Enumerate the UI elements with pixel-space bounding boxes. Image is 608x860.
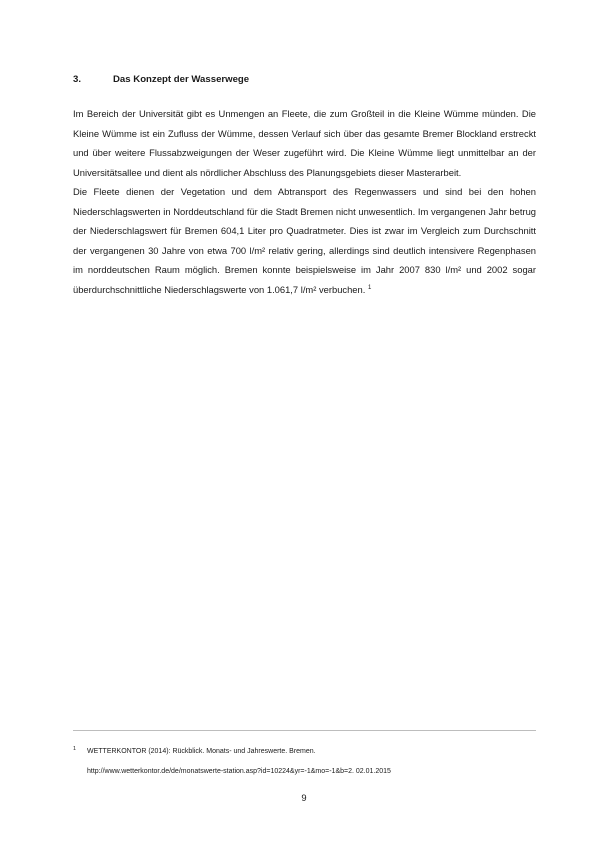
footnote-reference[interactable]: 1 xyxy=(367,284,372,291)
body-text xyxy=(73,104,536,299)
section-title: Das Konzept der Wasserwege xyxy=(113,74,250,85)
section-number: 3. xyxy=(73,74,82,85)
page-number: 9 xyxy=(301,792,307,803)
paragraph-1: Im Bereich der Universität gibt es Unmengen an Fleete, die zum Großteil in die Kleine Wümme münden. Die Kleine Wümme ist ein Zufluss der Wümme, dessen Verlauf sich über das gesamte Bremer Blockland erstreckt und über weitere Flussabzweigungen der Weser zugeführt wird. Die Kleine Wümme liegt unmittelbar an der Universitätsallee und dient als nördlicher Abschluss des Planungsgebiets dieser Masterarbeit. xyxy=(73,108,536,178)
footnote-line-1 xyxy=(73,742,543,762)
footnote-mark: 1 xyxy=(73,746,77,752)
footnote-citation: WETTERKONTOR (2014): Rückblick. Monats- und Jahreswerte. Bremen. xyxy=(87,748,316,755)
footnote-url[interactable]: http://www.wetterkontor.de/de/monatswerte-station.asp?id=10224&yr=-1&mo=-1&b=2. 02.01.2015 xyxy=(87,768,391,775)
section-heading xyxy=(73,73,249,87)
footnote-separator xyxy=(73,730,536,731)
paragraph-2-text: Die Fleete dienen der Vegetation und dem Abtransport des Regenwassers und sind bei den hohen Niederschlagswerten in Norddeutschland für die Stadt Bremen nicht unwesentlich. Im vergangenen Jahr betrug der Niederschlagswert für Bremen 604,1 Liter pro Quadratmeter. Dies ist zwar im Vergleich zum Durchschnitt der vergangenen 30 Jahre von etwa 700 l/m² relativ gering, allerdings sind deutlich intensivere Regenphasen im norddeutschen Raum möglich. Bremen konnte beispielsweise im Jahr 2007 830 l/m² und 2002 sogar überdurchschnittliche Niederschlagswerte von 1.061,7 l/m² verbuchen. xyxy=(73,186,536,295)
paragraph-2 xyxy=(73,182,536,299)
footnote xyxy=(73,742,543,782)
